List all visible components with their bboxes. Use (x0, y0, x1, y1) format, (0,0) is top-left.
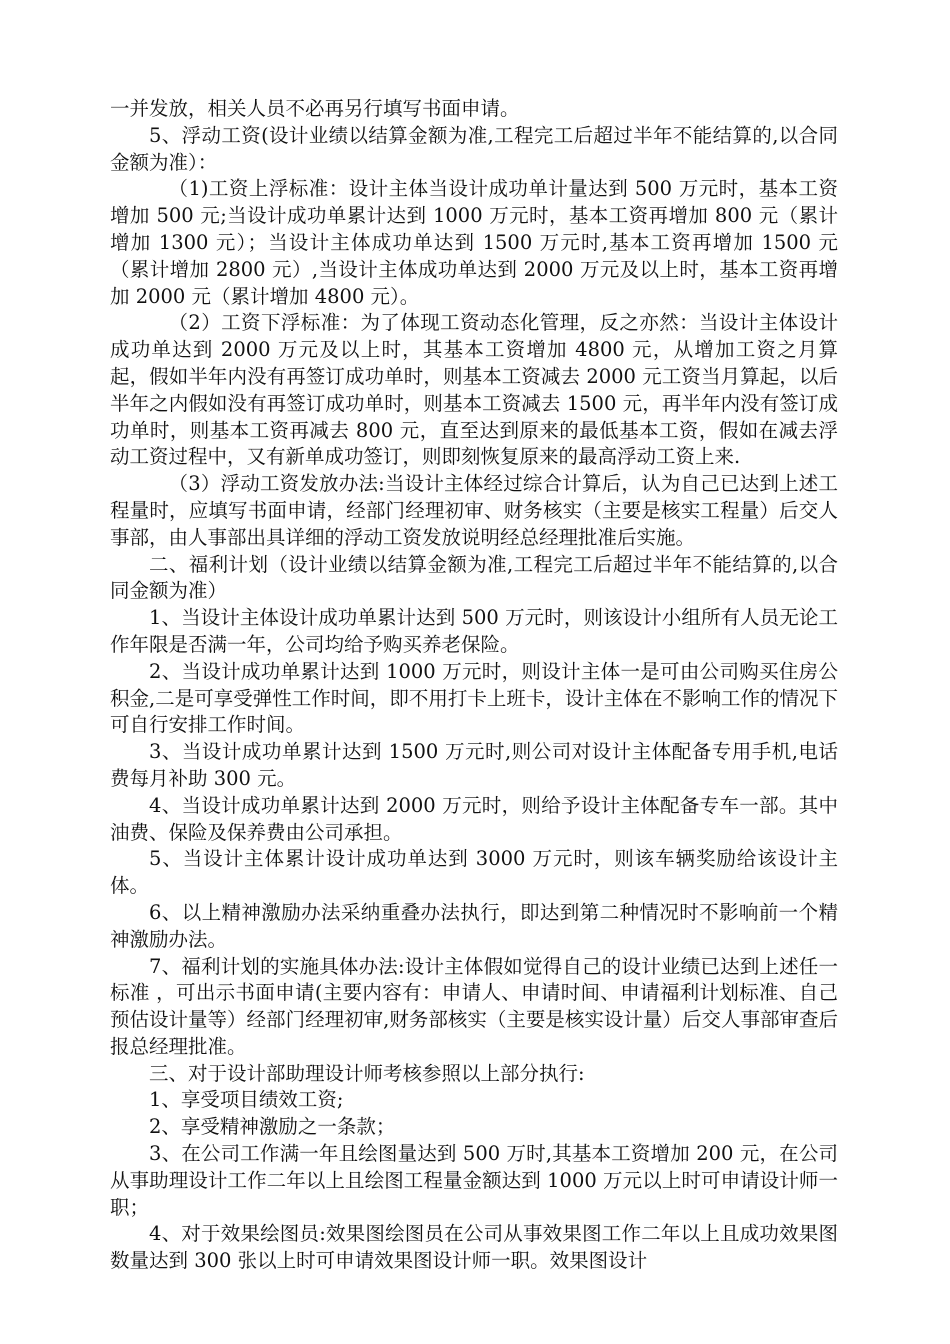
paragraph-assistant-item-4: 4、对于效果绘图员:效果图绘图员在公司从事效果图工作二年以上且成功效果图数量达到 300 张以上时可申请效果图设计师一职。效果图设计 (110, 1222, 838, 1273)
paragraph-welfare-item-4: 4、当设计成功单累计达到 2000 万元时，则给予设计主体配备专车一部。其中油费、保险及保养费由公司承担。 (110, 793, 838, 844)
paragraph-floating-wage-payment: （3）浮动工资发放办法:当设计主体经过综合计算后，认为自己已达到上述工程量时，应填写书面申请，经部门经理初审、财务核实（主要是核实工程量）后交人事部，由人事部出具详细的浮动工资发放说明经总经理批准后实施。 (110, 472, 838, 549)
paragraph-assistant-item-2: 2、享受精神激励之一条款； (149, 1115, 396, 1139)
paragraph-floating-wage: 5、浮动工资(设计业绩以结算金额为准,工程完工后超过半年不能结算的,以合同金额为准）： (110, 123, 838, 174)
paragraph-assistant-item-3: 3、在公司工作满一年且绘图量达到 500 万时,其基本工资增加 200 元，在公司从事助理设计工作二年以上且绘图工程量金额达到 1000 万元以上时可申请设计师一职； (110, 1142, 838, 1219)
paragraph-welfare-item-2: 2、当设计成功单累计达到 1000 万元时，则设计主体一是可由公司购买住房公积金,二是可享受弹性工作时间，即不用打卡上班卡，设计主体在不影响工作的情况下可自行安排工作时间。 (110, 659, 838, 737)
section-heading-assistant-designer: 三、对于设计部助理设计师考核参照以上部分执行: (149, 1061, 585, 1085)
document-page (110, 96, 838, 1275)
paragraph-welfare-item-7: 7、福利计划的实施具体办法:设计主体假如觉得自己的设计业绩已达到上述任一标准 ，可出示书面申请(主要内容有：申请人、申请时间、申请福利计划标准、自己预估设计量等）经部门经理初审,财务部核实（主要是核实设计量）后交人事部审查后报总经理批准。 (110, 954, 838, 1058)
section-heading-welfare-plan: 二、福利计划（设计业绩以结算金额为准,工程完工后超过半年不能结算的,以合同金额为准） (110, 552, 838, 603)
paragraph-wage-decrease-standard: （2）工资下浮标准：为了体现工资动态化管理，反之亦然：当设计主体设计成功单达到 2000 万元及以上时，其基本工资增加 4800 元，从增加工资之月算起，假如半年内没有再签订成功单时，则基本工资减去 2000 元工资当月算起，以后半年之内假如没有再签订成功单时，则基本工资减去 1500 元，再半年内没有签订成功单时，则基本工资再减去 800 元，直至达到原来的最低基本工资，假如在减去浮动工资过程中，又有新单成功签订，则即刻恢复原来的最高浮动工资上来. (110, 311, 838, 469)
paragraph-wage-increase-standard: （1)工资上浮标准：设计主体当设计成功单计量达到 500 万元时，基本工资增加 500 元;当设计成功单累计达到 1000 万元时，基本工资再增加 800 元（累计增加 1300 元）；当设计主体成功单达到 1500 万元时,基本工资再增加 1500 元（累计增加 2800 元）,当设计主体成功单达到 2000 万元及以上时，基本工资再增加 2000 元（累计增加 4800 元）。 (110, 177, 838, 308)
paragraph-welfare-item-1: 1、当设计主体设计成功单累计达到 500 万元时，则该设计小组所有人员无论工作年限是否满一年，公司均给予购买养老保险。 (110, 606, 838, 656)
paragraph-welfare-item-5: 5、当设计主体累计设计成功单达到 3000 万元时，则该车辆奖励给该设计主体。 (110, 847, 838, 898)
paragraph-assistant-item-1: 1、享受项目绩效工资; (149, 1088, 344, 1112)
paragraph-welfare-item-3: 3、当设计成功单累计达到 1500 万元时,则公司对设计主体配备专用手机,电话费每月补助 300 元。 (110, 740, 838, 790)
paragraph-welfare-item-6: 6、以上精神激励办法采纳重叠办法执行，即达到第二种情况时不影响前一个精神激励办法。 (110, 900, 838, 951)
paragraph-continuation: 一并发放，相关人员不必再另行填写书面申请。 (110, 97, 520, 120)
